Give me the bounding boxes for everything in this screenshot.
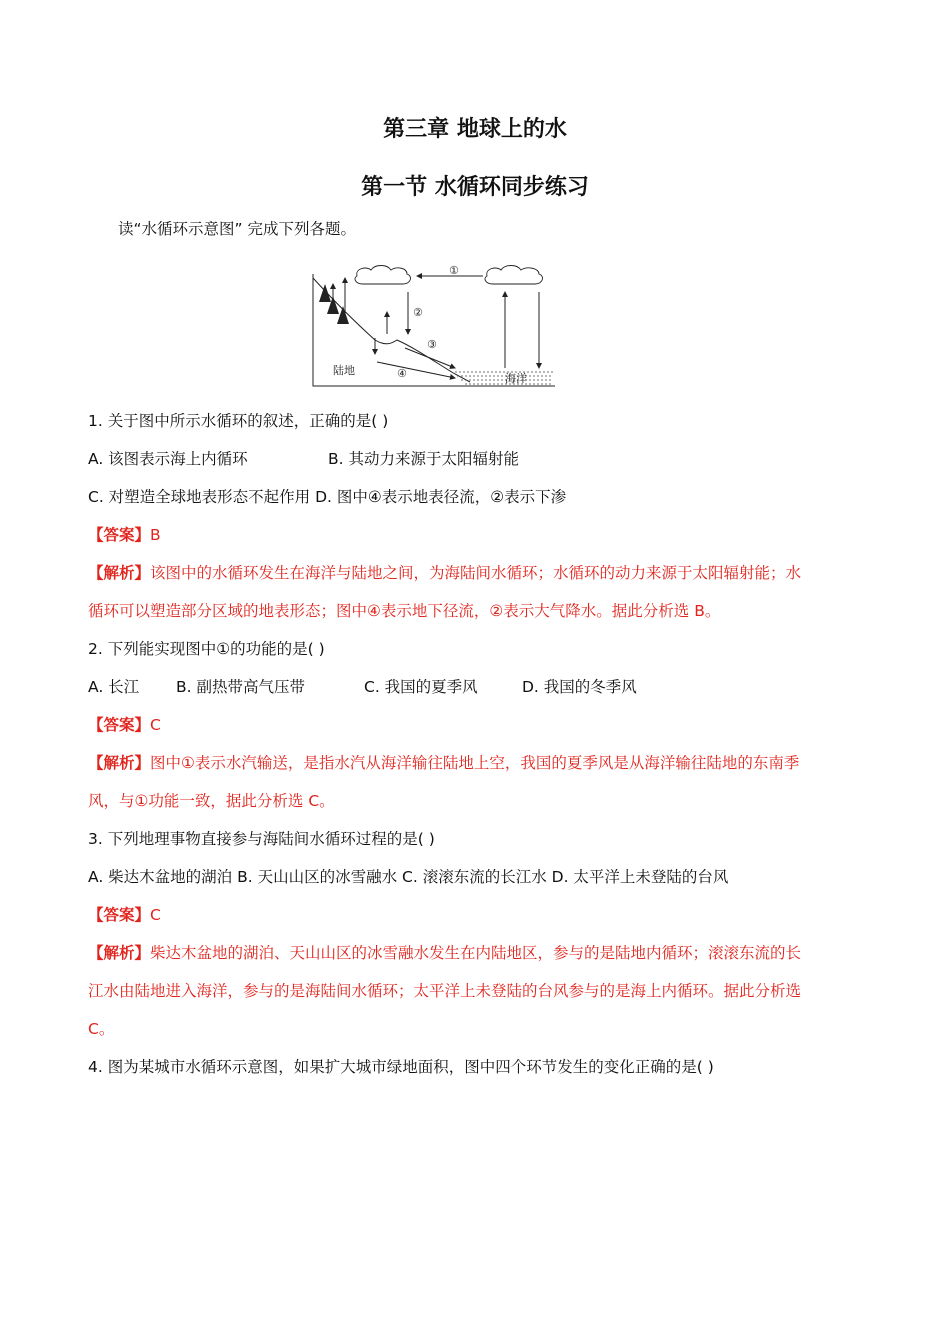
surface-runoff-arrow <box>405 348 455 368</box>
land-label: 陆地 <box>333 364 355 377</box>
q2-option-d: D. 我国的冬季风 <box>522 678 637 696</box>
q2-analysis-text1: 图中①表示水汽输送，是指水汽从海洋输往陆地上空，我国的夏季风是从海洋输往陆地的东南季 <box>150 754 800 772</box>
q1-option-a: A. 该图表示海上内循环 <box>88 450 248 468</box>
q2-option-a: A. 长江 <box>88 678 140 696</box>
q3-answer-label: 【答案】 <box>88 906 151 924</box>
ocean-label: 海洋 <box>505 372 527 385</box>
q3-options: A. 柴达木盆地的湖泊 B. 天山山区的冰雪融水 C. 滚滚东流的长江水 D. 太平洋上未登陆的台风 <box>88 868 729 886</box>
q1-analysis-text1: 该图中的水循环发生在海洋与陆地之间，为海陆间水循环；水循环的动力来源于太阳辐射能；水 <box>150 564 802 582</box>
q3-stem: 3. 下列地理事物直接参与海陆间水循环过程的是( ) <box>88 830 435 848</box>
q4-stem: 4. 图为某城市水循环示意图，如果扩大城市绿地面积，图中四个环节发生的变化正确的是( ) <box>88 1058 714 1076</box>
q2-answer <box>88 714 161 736</box>
q3-answer-value: C <box>150 906 161 924</box>
q1-analysis-label: 【解析】 <box>88 564 151 582</box>
groundwater-runoff-arrow <box>377 362 455 378</box>
q2-option-c: C. 我国的夏季风 <box>364 678 478 696</box>
q1-answer <box>88 524 161 546</box>
q2-stem: 2. 下列能实现图中①的功能的是( ) <box>88 640 325 658</box>
q2-answer-value: C <box>150 716 161 734</box>
q2-analysis-line2: 风，与①功能一致，据此分析选 C。 <box>88 792 335 810</box>
q3-analysis-line2: 江水由陆地进入海洋，参与的是海陆间水循环；太平洋上未登陆的台风参与的是海上内循环。据此分析选 <box>88 982 802 1000</box>
q2-analysis-label: 【解析】 <box>88 754 151 772</box>
q2-answer-label: 【答案】 <box>88 716 151 734</box>
intro-text: 读“水循环示意图” 完成下列各题。 <box>118 220 356 238</box>
q3-analysis-line3: C。 <box>88 1020 115 1038</box>
q1-stem: 1. 关于图中所示水循环的叙述，正确的是( ) <box>88 412 389 430</box>
q1-answer-value: B <box>150 526 161 544</box>
label-1: ① <box>449 264 459 277</box>
q3-analysis-text1: 柴达木盆地的湖泊、天山山区的冰雪融水发生在内陆地区，参与的是陆地内循环；滚滚东流的长 <box>150 944 802 962</box>
q1-analysis-line2: 循环可以塑造部分区域的地表形态；图中④表示地下径流，②表示大气降水。据此分析选 B。 <box>88 602 721 620</box>
q1-analysis-line1 <box>88 562 801 584</box>
land-cloud-icon <box>355 266 410 285</box>
q1-option-cd: C. 对塑造全球地表形态不起作用 D. 图中④表示地表径流，②表示下渗 <box>88 488 567 506</box>
q3-analysis-label: 【解析】 <box>88 944 151 962</box>
q1-answer-label: 【答案】 <box>88 526 151 544</box>
water-cycle-diagram <box>305 262 560 392</box>
label-4: ④ <box>397 367 407 380</box>
label-3: ③ <box>427 338 437 351</box>
ocean-cloud-icon <box>485 266 542 285</box>
q2-analysis-line1 <box>88 752 799 774</box>
q2-option-b: B. 副热带高气压带 <box>176 678 305 696</box>
chapter-title: 第三章 地球上的水 <box>383 117 567 142</box>
q3-answer <box>88 904 161 926</box>
q1-option-b: B. 其动力来源于太阳辐射能 <box>328 450 519 468</box>
label-2: ② <box>413 306 423 319</box>
section-title: 第一节 水循环同步练习 <box>361 175 589 200</box>
q3-analysis-line1 <box>88 942 801 964</box>
